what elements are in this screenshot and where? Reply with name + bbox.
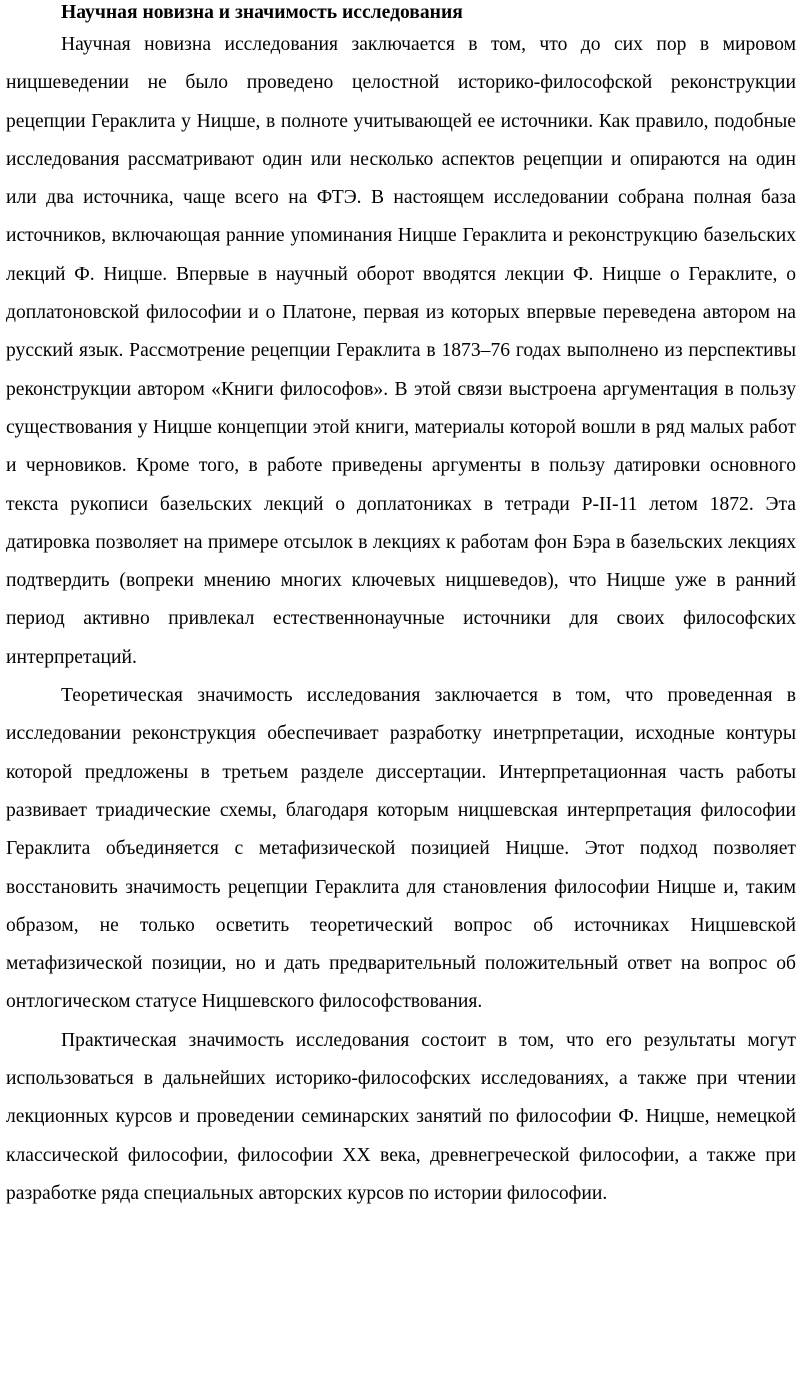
paragraph-practical-significance: Практическая значимость исследования состоит в том, что его результаты могут использоваться в дальнейших историко-философских исследованиях, а также при чтении лекционных курсов и проведении семинарских занятий по философии Ф. Ницше, немецкой классической философии, философии XX века, древнегреческой философии, а также при разработке ряда специальных авторских курсов по истории философии.	[6, 1029, 796, 1204]
paragraph-theoretical-significance: Теоретическая значимость исследования заключается в том, что проведенная в исследовании реконструкция обеспечивает разработку инетрпретации, исходные контуры которой предложены в третьем разделе диссертации. Интерпретационная часть работы развивает триадические схемы, благодаря которым ницшевская интерпретация философии Гераклита объединяется с метафизической позицией Ницше. Этот подход позволяет восстановить значимость рецепции Гераклита для становления философии Ницше и, таким образом, не только осветить теоретический вопрос об источниках Ницшевской метафизической позиции, но и дать предварительный положительный ответ на вопрос об онтлогическом статусе Ницшевского философствования.	[6, 685, 796, 1013]
section-heading: Научная новизна и значимость исследования	[61, 2, 463, 23]
paragraph-novelty: Научная новизна исследования заключается в том, что до сих пор в мировом ницшеведении не было проведено целостной историко-философской реконструкции рецепции Гераклита у Ницше, в полноте учитывающей ее источники. Как правило, подобные исследования рассматривают один или несколько аспектов рецепции и опираются на один или два источника, чаще всего на ФТЭ. В настоящем исследовании собрана полная база источников, включающая ранние упоминания Ницше Гераклита и реконструкцию базельских лекций Ф. Ницше. Впервые в научный оборот вводятся лекции Ф. Ницше о Гераклите, о доплатоновской философии и о Платоне, первая из которых впервые переведена автором на русский язык. Рассмотрение рецепции Гераклита в 1873–76 годах выполнено из перспективы реконструкции автором «Книги философов». В этой связи выстроена аргументация в пользу существования у Ницше концепции этой книги, материалы которой вошли в ряд малых работ и черновиков. Кроме того, в работе приведены аргументы в пользу датировки основного текста рукописи базельских лекций о доплатониках в тетради P-II-11 летом 1872. Эта датировка позволяет на примере отсылок в лекциях к работам фон Бэра в базельских лекциях подтвердить (вопреки мнению многих ключевых ницшеведов), что Ницше уже в ранний период активно привлекал естественнонаучные источники для своих философских интерпретаций.	[6, 34, 796, 668]
